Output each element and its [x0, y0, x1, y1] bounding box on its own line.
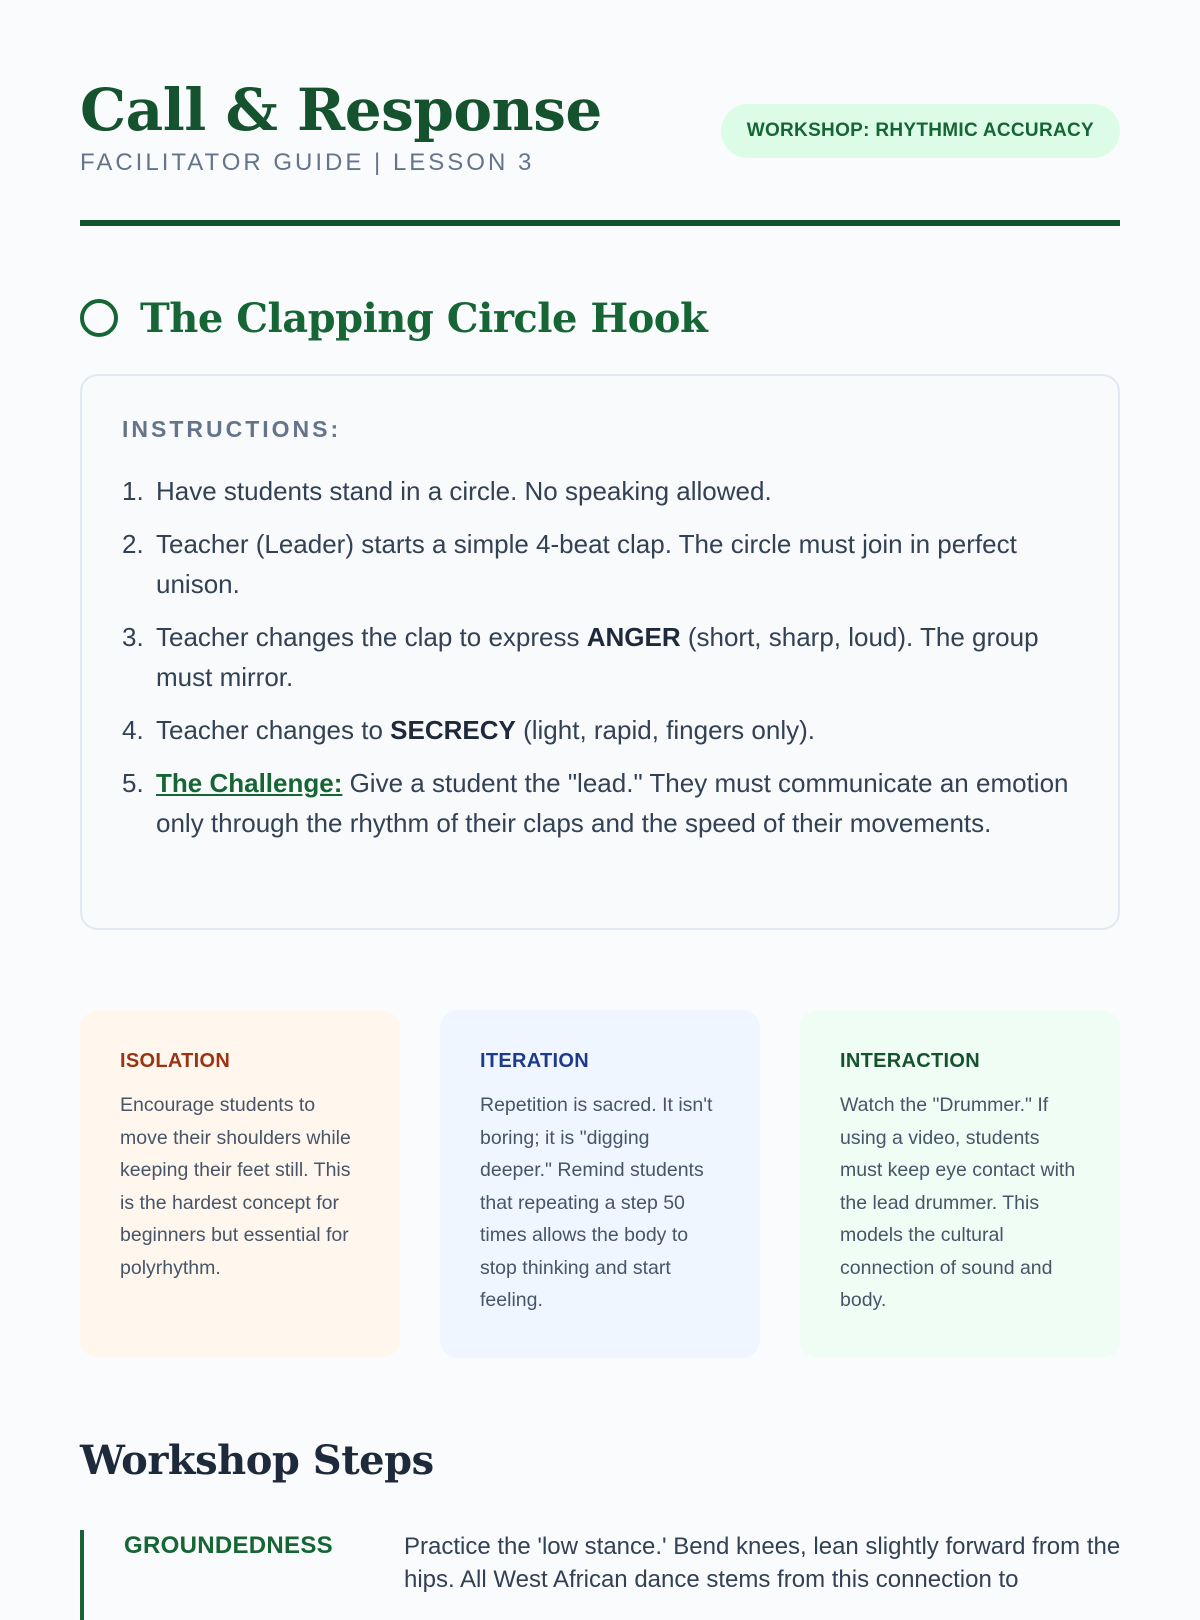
instruction-text-pre: Teacher changes to [156, 715, 391, 745]
section-title: The Clapping Circle Hook [140, 294, 708, 342]
page-header [80, 74, 1120, 224]
instruction-number: 1. [122, 476, 144, 506]
circle-icon [80, 299, 118, 337]
workshop-step-label: GROUNDEDNESS [124, 1532, 333, 1559]
instruction-item [122, 710, 1078, 750]
card-body: Encourage students to move their shoulders while keeping their feet still. This is the hardest concept for beginners but essential for polyrhythm. [120, 1094, 351, 1279]
workshop-badge: WORKSHOP: RHYTHMIC ACCURACY [721, 104, 1120, 158]
instruction-number: 5. [122, 768, 144, 798]
card-title: INTERACTION [840, 1050, 980, 1072]
instruction-number: 4. [122, 715, 144, 745]
instruction-number: 2. [122, 529, 144, 559]
instructions-box [80, 374, 1120, 930]
instruction-item [122, 471, 1078, 511]
instruction-text: Teacher (Leader) starts a simple 4-beat clap. The circle must join in perfect unison. [156, 529, 1017, 599]
instruction-item [122, 617, 1078, 697]
challenge-link[interactable]: The Challenge: [156, 768, 343, 798]
emotion-anger: ANGER [586, 622, 681, 652]
instruction-item [122, 524, 1078, 604]
workshop-step-description: Practice the 'low stance.' Bend knees, lean slightly forward from the hips. All West African dance stems from this connection to [404, 1533, 1121, 1593]
workshop-steps-title: Workshop Steps [80, 1437, 434, 1484]
instruction-text-post: (light, rapid, fingers only). [515, 715, 815, 745]
card-isolation [80, 1010, 400, 1358]
instruction-text-post: (short, sharp, loud). The group must mirror. [156, 622, 1039, 692]
section-heading [80, 288, 707, 348]
instruction-text-pre: Teacher changes the clap to express [156, 622, 587, 652]
instruction-text-post: Give a student the "lead." They must communicate an emotion only through the rhythm of their claps and the speed of their movements. [156, 768, 1069, 838]
card-body: Repetition is sacred. It isn't boring; it is "digging deeper." Remind students that repeating a step 50 times allows the body to stop thinking and start feeling. [480, 1094, 713, 1311]
card-title: ITERATION [480, 1050, 589, 1072]
emotion-secrecy: SECRECY [390, 715, 516, 745]
page-title: Call & Response [80, 76, 602, 144]
header-divider [80, 220, 1120, 226]
card-interaction [800, 1010, 1120, 1358]
instructions-label: INSTRUCTIONS: [122, 416, 342, 442]
instructions-list [122, 471, 1078, 843]
concept-cards [80, 1010, 1120, 1358]
instruction-item [122, 763, 1078, 843]
instruction-number: 3. [122, 622, 144, 652]
instruction-text: Have students stand in a circle. No speaking allowed. [156, 476, 772, 506]
card-body: Watch the "Drummer." If using a video, students must keep eye contact with the lead drummer. This models the cultural connection of sound and body. [840, 1094, 1076, 1311]
workshop-step-row [80, 1530, 1124, 1620]
card-title: ISOLATION [120, 1050, 231, 1072]
card-iteration [440, 1010, 760, 1358]
page-subtitle: FACILITATOR GUIDE | LESSON 3 [80, 149, 535, 176]
